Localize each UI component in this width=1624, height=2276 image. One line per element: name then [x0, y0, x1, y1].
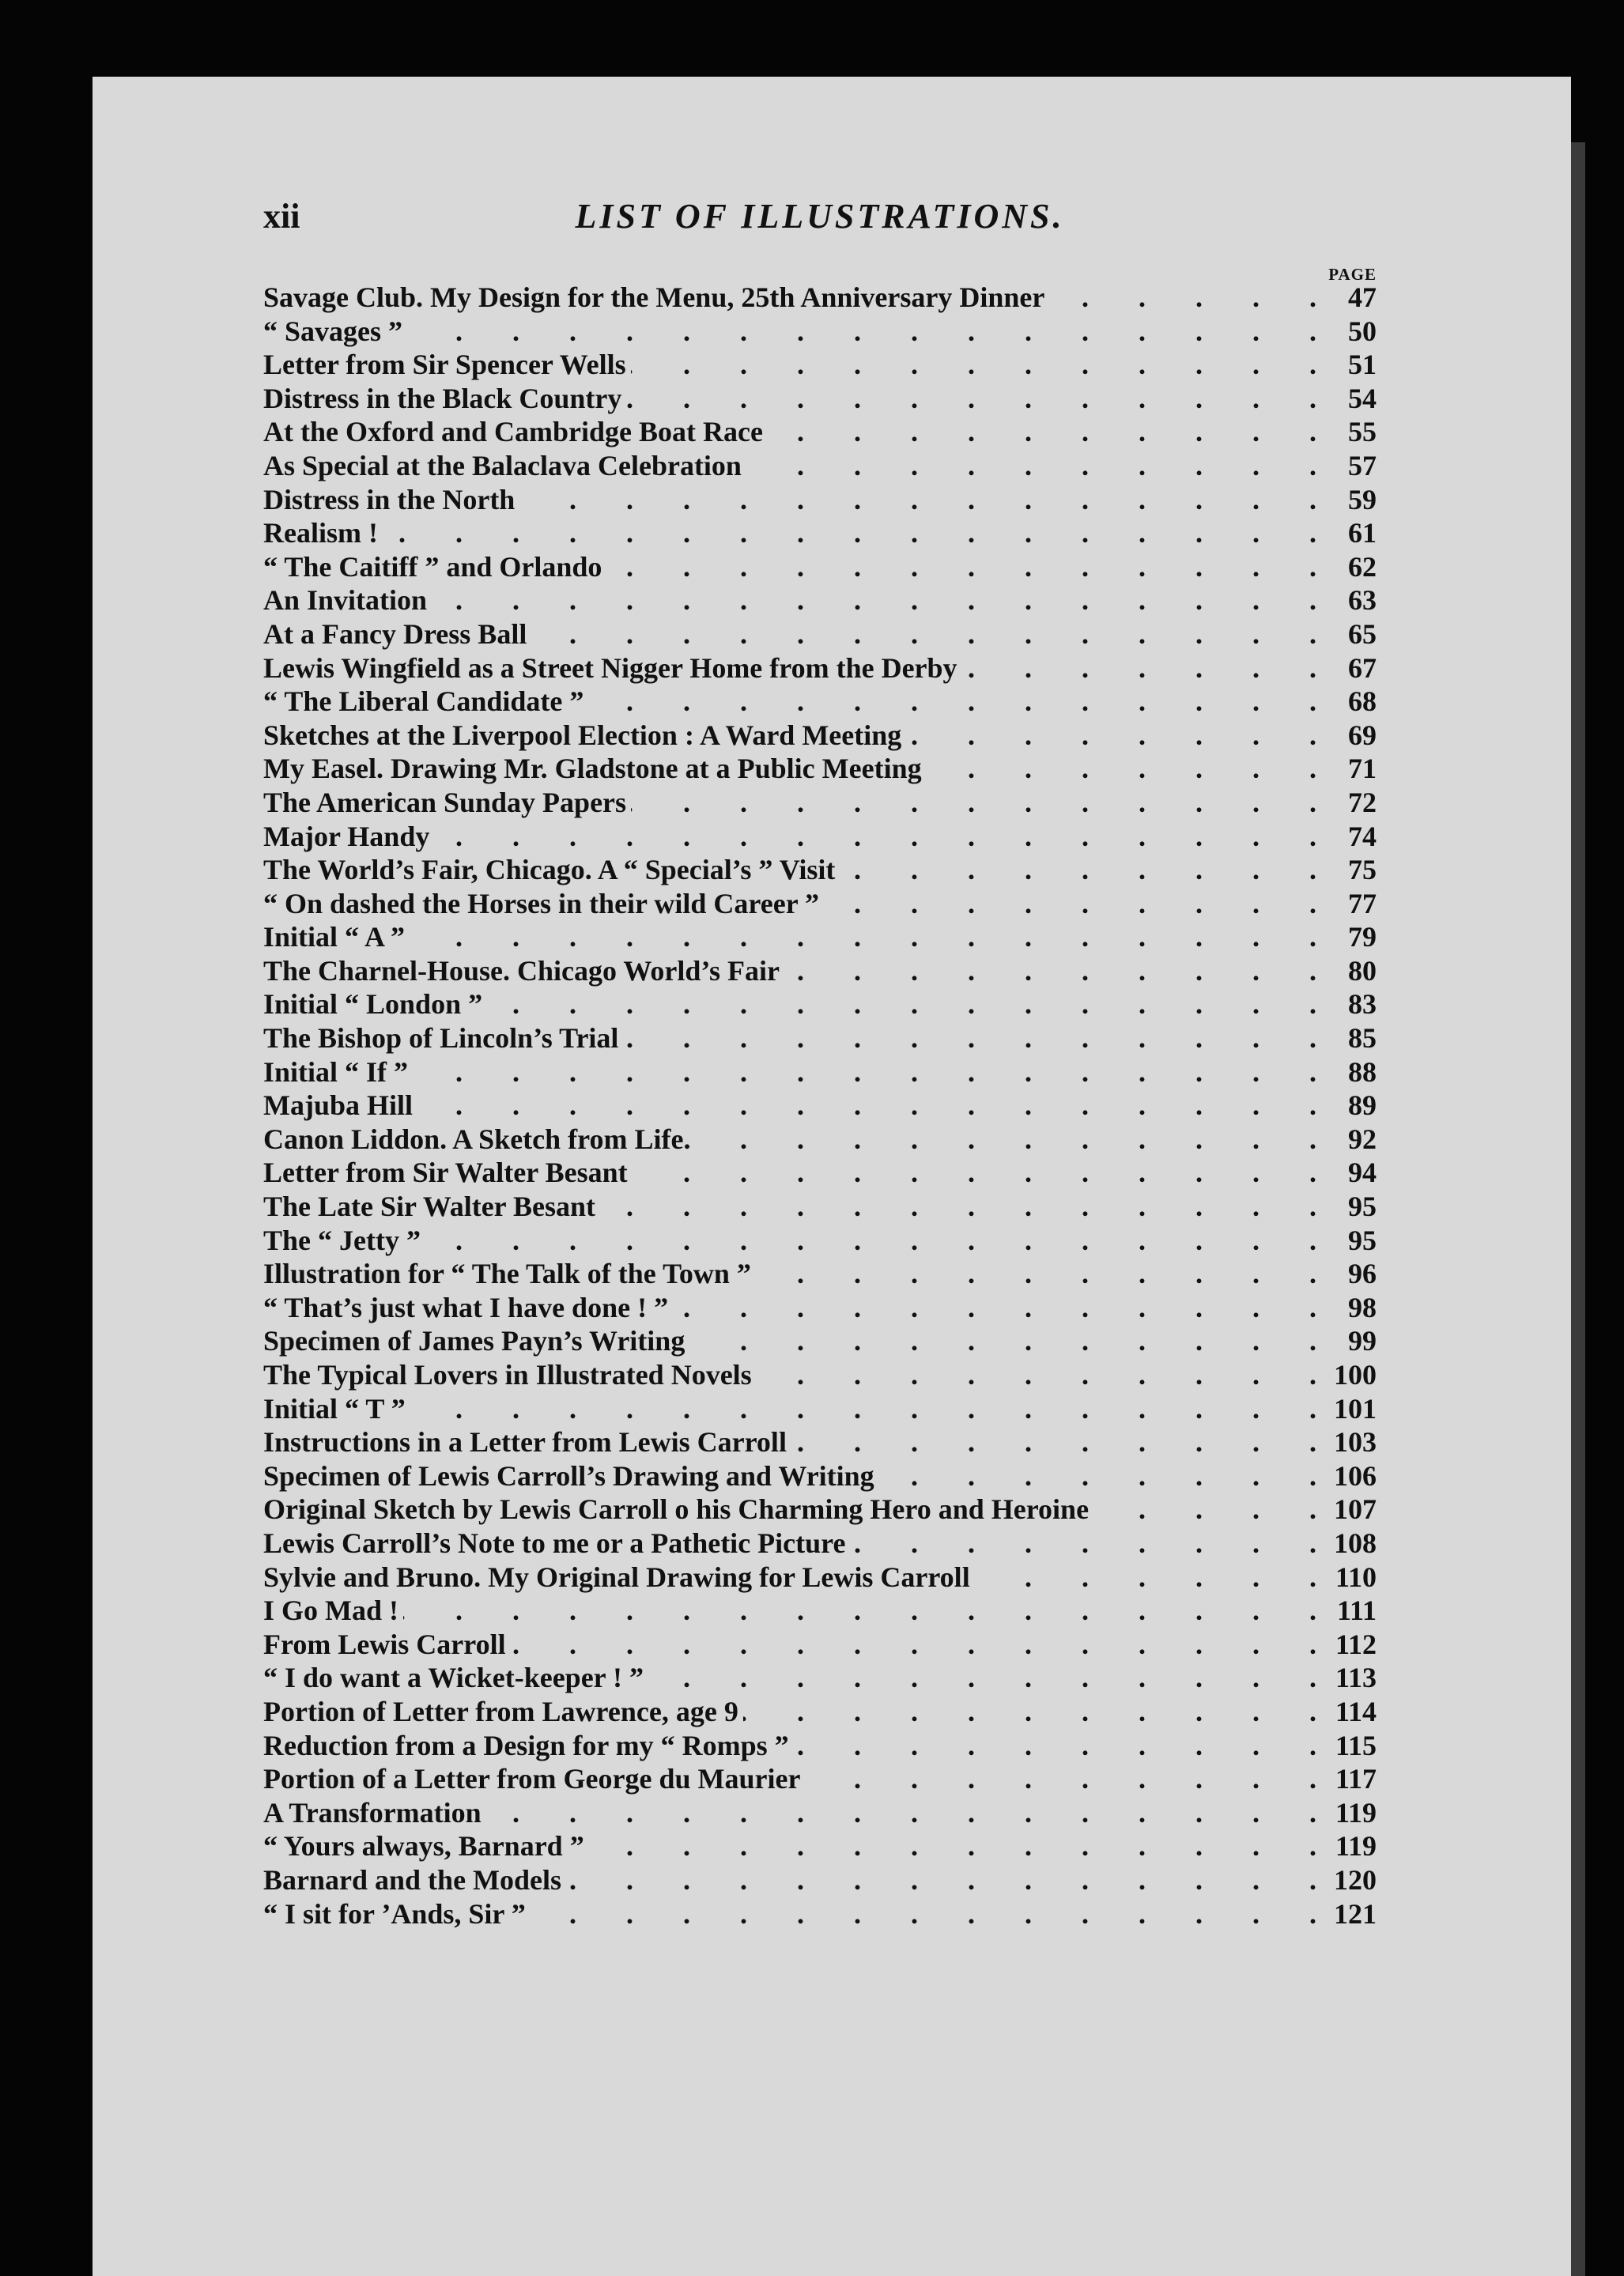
entry-title: At the Oxford and Cambridge Boat Race — [263, 416, 763, 448]
dot-leader — [487, 987, 1316, 1021]
dot-leader — [1093, 1493, 1316, 1526]
entry-page-number: 50 — [1348, 315, 1377, 347]
dot-leader — [519, 483, 1316, 516]
entry-title: Lewis Wingfield as a Street Nigger Home from the Derby — [263, 651, 957, 684]
list-item — [263, 1829, 1377, 1863]
dot-leader — [794, 1729, 1316, 1762]
entry-page-number: 95 — [1348, 1191, 1377, 1223]
entry-page-number: 68 — [1348, 685, 1377, 718]
dot-leader — [757, 1358, 1316, 1391]
entry-page-number: 120 — [1334, 1863, 1377, 1896]
list-item — [263, 719, 1377, 753]
dot-leader — [850, 1527, 1316, 1560]
entry-title: “ The Caitiff ” and Orlando — [263, 550, 602, 583]
entry-title: Reduction from a Design for my “ Romps ” — [263, 1729, 789, 1761]
entry-title: Portion of a Letter from George du Maurier — [263, 1763, 801, 1795]
entry-title: Specimen of James Payn’s Writing — [263, 1325, 685, 1357]
entry-title: Sketches at the Liverpool Election : A Ward Meeting — [263, 719, 902, 751]
entry-page-number: 83 — [1348, 988, 1377, 1021]
entry-page-number: 121 — [1334, 1897, 1377, 1930]
list-item — [263, 617, 1377, 651]
entry-page-number: 112 — [1335, 1628, 1377, 1660]
list-item — [263, 1190, 1377, 1224]
entry-page-number: 103 — [1334, 1426, 1377, 1459]
entry-page-number: 115 — [1335, 1729, 1377, 1761]
entry-page-number: 61 — [1348, 517, 1377, 549]
entry-title: Initial “ A ” — [263, 921, 406, 953]
entry-title: “ Yours always, Barnard ” — [263, 1830, 584, 1863]
dot-leader — [673, 1291, 1316, 1324]
entry-title: An Invitation — [263, 584, 428, 617]
entry-title: The Bishop of Lincoln’s Trial — [263, 1022, 619, 1055]
dot-leader — [633, 1156, 1316, 1189]
entry-page-number: 63 — [1348, 584, 1377, 617]
entry-page-number: 54 — [1348, 382, 1377, 414]
entry-title: Savage Club. My Design for the Menu, 25th Anniversary Dinner — [263, 281, 1045, 313]
entry-page-number: 106 — [1334, 1459, 1377, 1492]
list-item — [263, 1594, 1377, 1628]
entry-page-number: 88 — [1348, 1055, 1377, 1088]
entry-title: The Typical Lovers in Illustrated Novels — [263, 1359, 752, 1391]
entry-page-number: 55 — [1348, 416, 1377, 448]
folio-number: xii — [263, 197, 300, 236]
entry-title: “ Savages ” — [263, 315, 403, 347]
entry-page-number: 89 — [1348, 1089, 1377, 1122]
list-item — [263, 1055, 1377, 1089]
entry-title: Realism ! — [263, 517, 378, 549]
entry-title: The Charnel-House. Chicago World’s Fair — [263, 954, 780, 987]
page-header — [263, 196, 1377, 243]
dot-leader — [962, 651, 1316, 685]
dot-leader — [975, 1561, 1316, 1594]
dot-leader — [648, 1661, 1316, 1694]
list-item — [263, 987, 1377, 1021]
list-item — [263, 1863, 1377, 1897]
list-item — [263, 449, 1377, 483]
dot-leader — [425, 1224, 1316, 1257]
entry-title: Majuba Hill — [263, 1089, 414, 1122]
list-item — [263, 1089, 1377, 1123]
entry-page-number: 59 — [1348, 483, 1377, 515]
entry-title: The “ Jetty ” — [263, 1224, 421, 1256]
entry-title: Major Handy — [263, 820, 430, 852]
entry-title: Initial “ If ” — [263, 1055, 409, 1088]
list-item — [263, 415, 1377, 449]
entry-page-number: 98 — [1348, 1291, 1377, 1323]
entry-title: My Easel. Drawing Mr. Gladstone at a Public Meeting — [263, 753, 922, 785]
entry-page-number: 119 — [1335, 1830, 1377, 1863]
list-item — [263, 550, 1377, 584]
list-item — [263, 1729, 1377, 1763]
list-item — [263, 315, 1377, 349]
entry-page-number: 107 — [1334, 1493, 1377, 1526]
entry-title: The World’s Fair, Chicago. A “ Special’s ” Visit — [263, 854, 836, 886]
list-item — [263, 1123, 1377, 1157]
entry-title: Illustration for “ The Talk of the Town ” — [263, 1258, 751, 1290]
entry-page-number: 80 — [1348, 954, 1377, 987]
list-item — [263, 1425, 1377, 1459]
entry-page-number: 79 — [1348, 921, 1377, 953]
entry-title: Portion of Letter from Lawrence, age 9 — [263, 1695, 738, 1727]
list-item — [263, 1459, 1377, 1493]
entry-title: A Transformation — [263, 1796, 482, 1829]
list-item — [263, 820, 1377, 854]
list-item — [263, 1021, 1377, 1055]
entry-title: Instructions in a Letter from Lewis Carroll — [263, 1426, 787, 1459]
entry-page-number: 77 — [1348, 887, 1377, 919]
page-column-label: PAGE — [1328, 265, 1377, 284]
list-item — [263, 583, 1377, 617]
list-item — [263, 1661, 1377, 1695]
entry-page-number: 117 — [1335, 1763, 1377, 1795]
dot-leader — [432, 583, 1316, 617]
dot-leader — [600, 1190, 1316, 1223]
entry-title: “ That’s just what I have done ! ” — [263, 1291, 669, 1323]
list-item — [263, 1324, 1377, 1358]
entry-title: As Special at the Balaclava Celebration — [263, 449, 742, 481]
list-item — [263, 348, 1377, 382]
list-item — [263, 1796, 1377, 1830]
dot-leader — [410, 1392, 1316, 1425]
entry-page-number: 69 — [1348, 719, 1377, 751]
dot-leader — [631, 348, 1316, 381]
entry-title: Initial “ London ” — [263, 988, 483, 1021]
dot-leader — [417, 1089, 1316, 1122]
entry-page-number: 108 — [1334, 1527, 1377, 1559]
entry-page-number: 74 — [1348, 820, 1377, 852]
entry-title: Original Sketch by Lewis Carroll o his Charming Hero and Heroine — [263, 1493, 1090, 1526]
dot-leader — [531, 617, 1316, 651]
dot-leader — [631, 786, 1316, 819]
list-item — [263, 516, 1377, 550]
entry-title: Lewis Carroll’s Note to me or a Pathetic Picture — [263, 1527, 846, 1559]
entry-page-number: 62 — [1348, 550, 1377, 583]
entry-title: From Lewis Carroll — [263, 1628, 506, 1660]
dot-leader — [410, 920, 1316, 953]
entry-page-number: 92 — [1348, 1123, 1377, 1155]
list-item — [263, 382, 1377, 416]
dot-leader — [403, 1594, 1316, 1627]
entry-page-number: 95 — [1348, 1224, 1377, 1256]
dot-leader — [407, 315, 1316, 348]
running-title: LIST OF ILLUSTRATIONS. — [575, 197, 1065, 236]
list-item — [263, 483, 1377, 517]
entry-title: Letter from Sir Walter Besant — [263, 1157, 628, 1189]
entry-title: “ The Liberal Candidate ” — [263, 685, 584, 718]
entry-title: The Late Sir Walter Besant — [263, 1191, 596, 1223]
entry-page-number: 94 — [1348, 1157, 1377, 1189]
list-item — [263, 1493, 1377, 1527]
list-item — [263, 1224, 1377, 1258]
dot-leader — [879, 1459, 1316, 1493]
illustrations-list — [263, 281, 1377, 1931]
list-item — [263, 1561, 1377, 1595]
list-item — [263, 954, 1377, 988]
entry-page-number: 100 — [1334, 1359, 1377, 1391]
list-item — [263, 752, 1377, 786]
entry-page-number: 113 — [1335, 1662, 1377, 1694]
entry-title: Initial “ T ” — [263, 1392, 406, 1425]
list-item — [263, 1392, 1377, 1426]
list-item — [263, 1257, 1377, 1291]
dot-leader — [791, 1425, 1316, 1459]
dot-leader — [743, 1695, 1316, 1728]
dot-leader — [695, 1123, 1316, 1156]
entry-title: Distress in the North — [263, 483, 516, 515]
entry-title: The American Sunday Papers — [263, 786, 627, 818]
dot-leader — [413, 1055, 1316, 1089]
entry-page-number: 71 — [1348, 753, 1377, 785]
list-item — [263, 920, 1377, 954]
dot-leader — [486, 1796, 1316, 1829]
entry-page-number: 99 — [1348, 1325, 1377, 1357]
entry-title: Barnard and the Models — [263, 1863, 562, 1896]
entry-page-number: 111 — [1336, 1595, 1377, 1627]
list-item — [263, 1358, 1377, 1392]
dot-leader — [383, 516, 1316, 549]
dot-leader — [927, 752, 1316, 785]
entry-title: Sylvie and Bruno. My Original Drawing for Lewis Carroll — [263, 1561, 970, 1593]
list-item — [263, 1527, 1377, 1561]
dot-leader — [824, 887, 1316, 920]
entry-page-number: 96 — [1348, 1258, 1377, 1290]
list-item — [263, 1762, 1377, 1796]
entry-title: Distress in the Black Country — [263, 382, 622, 414]
dot-leader — [784, 954, 1316, 987]
dot-leader — [805, 1762, 1316, 1795]
entry-page-number: 57 — [1348, 449, 1377, 481]
list-item — [263, 1156, 1377, 1190]
dot-leader — [756, 1257, 1316, 1290]
page-edge-shadow — [1571, 142, 1585, 2276]
list-item — [263, 281, 1377, 315]
dot-leader — [434, 820, 1316, 853]
dot-leader — [626, 382, 1316, 415]
dot-leader — [746, 449, 1316, 482]
entry-page-number: 75 — [1348, 854, 1377, 886]
list-item — [263, 786, 1377, 820]
dot-leader — [531, 1897, 1316, 1931]
entry-page-number: 85 — [1348, 1022, 1377, 1055]
entry-page-number: 47 — [1348, 281, 1377, 313]
entry-title: Letter from Sir Spencer Wells — [263, 349, 626, 381]
dot-leader — [588, 685, 1316, 718]
dot-leader — [906, 719, 1316, 752]
entry-page-number: 110 — [1335, 1561, 1377, 1593]
dot-leader — [768, 415, 1316, 448]
entry-page-number: 65 — [1348, 617, 1377, 650]
list-item — [263, 853, 1377, 887]
dot-leader — [840, 853, 1316, 886]
dot-leader — [606, 550, 1316, 583]
entry-title: Canon Liddon. A Sketch from Life. — [263, 1123, 691, 1155]
entry-page-number: 51 — [1348, 349, 1377, 381]
list-item — [263, 1897, 1377, 1931]
entry-page-number: 67 — [1348, 651, 1377, 684]
list-item — [263, 1628, 1377, 1662]
entry-page-number: 114 — [1335, 1695, 1377, 1727]
entry-title: “ On dashed the Horses in their wild Career ” — [263, 887, 820, 919]
entry-title: “ I sit for ’Ands, Sir ” — [263, 1897, 526, 1930]
list-item — [263, 1695, 1377, 1729]
list-item — [263, 651, 1377, 685]
list-item — [263, 685, 1377, 719]
dot-leader — [689, 1324, 1316, 1357]
list-item — [263, 887, 1377, 921]
dot-leader — [566, 1863, 1316, 1897]
list-item — [263, 1291, 1377, 1325]
entry-title: “ I do want a Wicket-keeper ! ” — [263, 1662, 644, 1694]
dot-leader — [623, 1021, 1316, 1055]
entry-title: At a Fancy Dress Ball — [263, 617, 527, 650]
entry-title: Specimen of Lewis Carroll’s Drawing and Writing — [263, 1459, 874, 1492]
dot-leader — [589, 1829, 1316, 1863]
dot-leader — [511, 1628, 1316, 1661]
entry-page-number: 72 — [1348, 786, 1377, 818]
entry-page-number: 101 — [1334, 1392, 1377, 1425]
entry-title: I Go Mad ! — [263, 1595, 398, 1627]
dot-leader — [1049, 281, 1316, 314]
entry-page-number: 119 — [1335, 1796, 1377, 1829]
